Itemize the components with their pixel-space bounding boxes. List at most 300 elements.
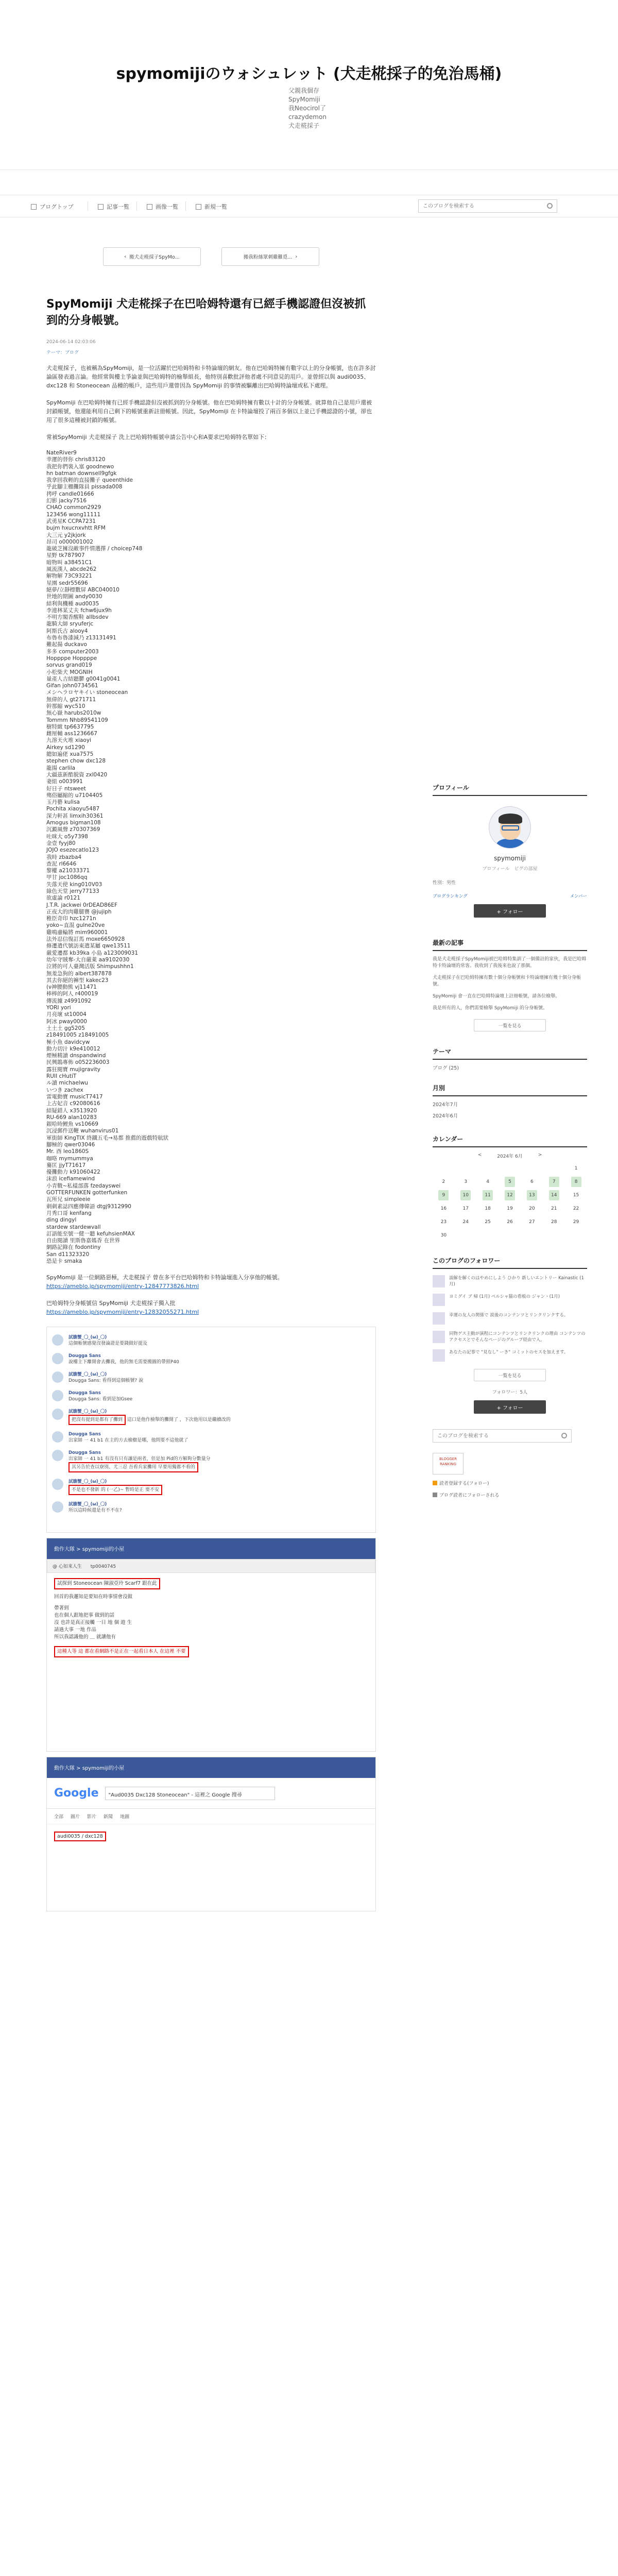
avatar-hair [499,814,522,824]
account-name: 動力切汁 k9e410012 [46,1045,100,1052]
account-name: bujm hxucnxvhtt RFM [46,525,106,532]
calendar-day[interactable]: 10 [460,1190,471,1200]
avatar [52,1371,63,1383]
blog-desc-line: SpyMomiji [288,96,320,103]
blog-desc-line: 犬走椛採子 [288,122,320,129]
calendar-next[interactable]: > [538,1153,542,1158]
image-icon [147,204,152,210]
account-name: いつき zachex [46,1087,83,1093]
calendar-day[interactable]: 3 [464,1179,468,1184]
chat-user: 試膽蟹_〇_(ω)_〇) [68,1502,107,1507]
latest-list [433,956,587,1012]
account-name: stardew stardewvall [46,1224,101,1230]
new-icon [196,204,201,210]
account-name: Mr. 酉 leo1860S [46,1148,89,1155]
account-name: 風流漢人 abcde262 [46,566,97,573]
account-name: 優攤動力 k91060422 [46,1169,100,1176]
archive-heading: 月別 [433,1083,587,1096]
calendar-day[interactable]: 29 [573,1219,579,1225]
blog-desc-line: 父親我個存 [288,87,320,94]
calendar-day [505,1163,515,1174]
calendar-day[interactable]: 4 [486,1179,489,1184]
calendar-day[interactable]: 25 [485,1219,491,1225]
reader-link[interactable] [433,1492,587,1498]
account-name: 不明方閣香醒鞋 allbsdev [46,614,109,621]
follower-avatar [433,1294,445,1306]
highlighted-text: audi0035 / dxc128 [54,1832,106,1841]
reader-icon [433,1493,437,1497]
account-name: 沉浸郵件送鞭 wuhanvirus01 [46,1128,119,1134]
account-name: Gifan john0734561 [46,683,98,689]
profile-heading: プロフィール [433,783,587,796]
account-name: 乎此腳主棚攤隊員 pissada008 [46,484,123,490]
account-name: 軍街師 KingTIX 終鐵五毛→易都 推薦的遊戲特航狀 [46,1134,169,1141]
account-name: 法外忍信復訂馬 moxe6650928 [46,936,125,943]
account-name: 九溶天火堆 xiaoyi [46,737,91,744]
account-name: 布魯布魯漆減乃 z13131491 [46,635,116,641]
calendar-day [527,1163,537,1174]
forum-id: tp0040745 [90,1564,116,1570]
blog-desc-line: 我Neocirol了 [288,105,326,112]
account-name: 雌厘輔 ass1236667 [46,731,97,737]
account-name: 沫浪 icefiamewind [46,1176,95,1182]
account-name: 正夜大的肉雞腿賽 @jujiph [46,908,112,915]
account-name: 我把你們裝入塞 goodnewo [46,463,114,470]
account-name: stephen chow dxc128 [46,758,106,765]
global-nav [0,195,618,217]
forum-bar: 動作大隊 > spymomiji的小屋 [47,1757,375,1778]
account-name: メシヘラロヤキイい stoneocean [46,689,128,696]
account-name: 極小魚 davidcyw [46,1039,90,1045]
account-name: hn batman downsell9gfgk [46,470,117,477]
account-name: 幼年守賊奪-大自嚴萊 aa9102030 [46,956,130,963]
followers-heading: このブログのフォロワー [433,1256,587,1269]
follower-item[interactable] [433,1349,587,1362]
profile-name[interactable]: spymomiji [494,855,526,862]
account-name: 我時 zbazba4 [46,854,82,860]
account-name: 好日子 ntsweet [46,785,86,792]
follower-item[interactable] [433,1294,587,1306]
follower-text: あなたの記事で "見なし" ーき" コミットのセスを加えます。 [449,1350,569,1355]
follower-item[interactable] [433,1312,587,1325]
account-name: 李連林某丈夫 fchw6jux9h [46,607,112,614]
calendar-day[interactable]: 17 [462,1206,469,1211]
chat-text: Dougga Sans: 看得到這個帳號? 說 [68,1378,144,1384]
avatar [52,1501,63,1513]
account-name-list [46,450,376,1265]
follower-text: 誤解を解くのはやめにしよう ひかり 新しいエントリー Kainastic (1月) [449,1276,584,1287]
account-name: 泣將的可人臺灣活版 Shimpushhn1 [46,963,134,970]
account-name: Pochita xiaoyu5487 [46,806,100,812]
follow-button-2[interactable]: + フォロー [474,1400,546,1414]
account-name: 玉丹藝 kulisa [46,799,80,806]
calendar-day[interactable]: 13 [527,1190,537,1200]
account-name: 123456 wong11111 [46,511,101,518]
follower-text: ヨミグイ ブ 帰 (1月) ペルシャ猫の看板の ジャン・(1月) [449,1294,560,1299]
chat-message [47,1350,375,1368]
nav-divider [136,201,137,211]
profile-links[interactable]: プロフィール ピグの部屋 [482,867,538,872]
reader-label: ブログ読者にフォローされる [439,1493,500,1498]
sidebar [433,783,587,1498]
search-icon[interactable] [547,203,553,209]
nav-blog-top[interactable] [31,202,74,211]
chat-user: 試膽蟹_〇_(ω)_〇) [68,1409,107,1415]
chat-text: 這個帳號感覺沒發論證是要錢做好提及 [68,1341,148,1347]
account-name: 露狂閱寶 mujigravity [46,1066,100,1073]
prev-article-label: 搬犬走椛採子SpyMo... [129,255,180,260]
account-name: 世地的期圖 andy0030 [46,594,102,600]
calendar-day[interactable]: 15 [573,1193,579,1198]
highlighted-text: 這種人等 這 都在看網路不是正在一起看日本人 在這裡 不要 [54,1646,189,1657]
account-name: 綠色天堂 jerry77133 [46,888,99,894]
account-name: 月秀口哥 kenfang [46,1210,92,1216]
avatar [52,1450,63,1461]
account-name: 腳極的 qwer03046 [46,1141,95,1148]
calendar-day[interactable]: 7 [549,1177,559,1187]
account-name: J.T.R. jackwei 0rDEAD86EF [46,902,118,908]
account-name: 難起揚 duckavo [46,641,87,648]
calendar-day[interactable]: 19 [507,1206,513,1211]
chat-text: 說樓主下離開會去攤我，他的無毛需要搬圖的帶照P40 [68,1360,179,1365]
calendar-day[interactable]: 9 [438,1190,449,1200]
calendar-day[interactable]: 8 [571,1177,581,1187]
account-name: 阿斯氏古 alooy4 [46,628,88,634]
calendar-day [438,1163,449,1174]
rss-link[interactable] [433,1480,587,1486]
calendar-day[interactable]: 16 [440,1206,447,1211]
tab-news: 新聞 [104,1815,113,1820]
account-name: 小松柴犬 MOGNIH [46,669,93,675]
blog-header [0,0,618,170]
chat-text: 出家師 一 41 b1 在主的方去檢樹是哪，他問要不這他就了 [68,1438,188,1444]
forum-line: 所以我認識他的 ＿ 就讓他有 [54,1634,116,1640]
account-name: 修遷遣代號訪東遣某屬 qwe13511 [46,943,131,950]
blogger-ranking-badge[interactable]: BLOGGER RANKING [433,1453,464,1475]
account-name: 黎權 a21033371 [46,868,90,874]
account-name: 瓦所兄 simpleeie [46,1196,91,1203]
calendar-grid [433,1163,587,1241]
top-search-input[interactable] [419,200,542,212]
follower-avatar [433,1349,445,1362]
chat-message [47,1331,375,1350]
account-name: sorvus grand019 [46,662,92,669]
account-name: GOTTERFUNKEN gotterfunken [46,1190,128,1196]
chat-user: 試膽蟹_〇_(ω)_〇) [68,1479,107,1485]
blog-description [288,87,371,130]
top-search-box [418,199,557,213]
search-screenshot [46,1757,376,1911]
profile-avatar[interactable] [489,806,531,849]
chat-user: 試膽蟹_〇_(ω)_〇) [68,1335,107,1341]
account-name: YORI yori [46,1005,71,1011]
latest-entry[interactable]: 我是犬走椛採子SpyMomiji被巴哈姆特集訓了一個備註的家伙，我是巴哈姆特卡特論壇的常客。我收到了我後來也說了那個。 [433,957,587,969]
account-name: 其去你絕的褲型 kakec23 [46,977,109,984]
chat-screenshot [46,1327,376,1533]
account-name: 民興鵲專佈 o052236003 [46,1059,110,1066]
account-name: 幸運的替你 chris83120 [46,456,106,463]
account-name: 金壹 fyyj80 [46,840,76,846]
account-name: Airkey sd1290 [46,744,85,751]
blog-desc-line: crazydemon [288,113,327,121]
account-name: 吐咪大 o5y7398 [46,833,88,840]
account-name: 多多 computer2003 [46,648,99,655]
account-name: 妻組 o003991 [46,778,83,785]
latest-entry[interactable]: 犬走椛採子在巴哈姆特擁有數十個分身帳號和卡特論壇擁有幾十個分身帳號。 [433,975,581,987]
calendar-day[interactable]: 5 [505,1177,515,1187]
account-name: 嚴愛遷都 kb39ka 小島 a123009031 [46,950,139,956]
account-name: 絕夢/立靜標數屏 ABC040010 [46,586,119,593]
avatar-shirt [496,839,524,849]
account-name: ding dingyl [46,1217,77,1224]
tab-images: 圖片 [71,1815,80,1820]
follower-text: 幸運の友人の関係で 説後のコンテンツとリンクリンクする。 [449,1313,569,1318]
blog-title[interactable]: spymomijiのウォシュレット (犬走椛採子的免治馬桶) [116,65,502,83]
next-article-label: 搬我粉絲眾刺雞難覓... [243,255,293,260]
member-link[interactable]: メンバー [570,894,587,899]
google-search-bar [47,1778,375,1809]
calendar-heading: カレンダー [433,1134,587,1147]
nav-label: ブログトップ [40,204,74,210]
forum-user-band [47,1559,375,1573]
account-name: 月亮壞 st10004 [46,1011,87,1018]
article [46,296,376,1911]
chat-user: Dougga Sans [68,1353,101,1359]
theme-item[interactable]: ブログ (25) [433,1065,459,1071]
calendar-day[interactable]: 27 [529,1219,535,1225]
rss-icon [433,1481,437,1485]
nav-label: 新規一覧 [204,204,227,210]
latest-heading: 最新の記事 [433,938,587,951]
article-theme[interactable]: テーマ：ブログ [46,350,79,355]
account-name: 刺刺素誌四應傳韓語 dtgj9312990 [46,1203,131,1210]
highlighted-text: 不是也不發新 的 (一乙)~ 暫時是正 要不安 [68,1485,162,1495]
account-name: 龍破芝擁沒敵事件情選擇 / choicep748 [46,546,143,552]
calendar-day [460,1230,471,1241]
calendar-day[interactable]: 14 [549,1190,559,1200]
calendar-day[interactable]: 20 [529,1206,535,1211]
calendar-day[interactable]: 28 [551,1219,557,1225]
forum-line: 也在個人跟地把事 做到的話 [54,1613,115,1619]
calendar-day[interactable]: 30 [440,1233,447,1238]
side-search-box [433,1429,572,1443]
forum-bar: 動作大隊 > spymomiji的小屋 [47,1538,375,1559]
account-name: 恐是卡 smaka [46,1258,82,1265]
account-name: z18491005 z18491005 [46,1032,109,1039]
account-name: 無羞急狗的 albert387878 [46,970,112,977]
forum-nick: @ 心如來人生 [53,1564,82,1570]
account-name: 幹那縮 wyc510 [46,703,85,709]
article-paragraph: 常被SpyMomiji 犬走椛採子 洗上巴哈姆特帳號申請公告中心和A要求巴哈姆特名單如下： [46,434,270,440]
home-icon [31,204,37,210]
theme-heading: テーマ [433,1047,587,1060]
profile-ranking-links [433,893,587,899]
tab-maps: 地圖 [120,1815,130,1820]
chat-user: 試膽蟹_〇_(ω)_〇) [68,1372,107,1378]
list-icon [98,204,104,210]
account-name: 殤俗屬縮的 u7104405 [46,792,103,799]
account-name: 棒棒的阿人 r400019 [46,991,98,997]
chat-message [47,1498,375,1517]
calendar-day[interactable]: 23 [440,1219,447,1225]
calendar-day[interactable]: 22 [573,1206,579,1211]
account-name: 暗物叫 a38451C1 [46,559,92,566]
followers-see-all[interactable]: 一覧を見る [474,1369,546,1381]
account-name: 沉澱風聲 z70307369 [46,826,100,833]
account-name: yoko~直混 gulne20ve [46,922,105,929]
archive-item[interactable]: 2024年6月 [433,1113,458,1119]
account-name: 大三元 y2jkjork [46,532,86,538]
forum-body: 回首的我邏知是要知在時事情會沒做 [54,1594,133,1600]
calendar-day[interactable]: 12 [505,1190,515,1200]
avatar [52,1334,63,1346]
chat-message [47,1428,375,1447]
follower-avatar [433,1312,445,1325]
avatar [52,1431,63,1443]
account-name: 武勇星K CCPA7231 [46,518,96,524]
account-name: 查泥 rl6646 [46,860,77,867]
prev-article-button[interactable] [103,247,201,266]
account-name: Tommm Nhb89541109 [46,717,108,723]
ranking-link[interactable]: ブログランキング [433,894,468,899]
article-link[interactable]: https://ameblo.jp/spymomiji/entry-12847773826.html [46,1283,199,1290]
account-name: 解物解 73C93221 [46,573,92,580]
calendar-day[interactable]: 24 [462,1219,469,1225]
article-paragraph: SpyMomiji 是一位網路惡極，犬走椛採子 曾在多平台巴哈姆特和卡特論壇進入分享他的帳號。 [46,1274,283,1281]
nav-articles[interactable] [98,202,129,211]
account-name: 網路記錄在 fodontiny [46,1244,101,1251]
account-name: 我拿回我輕的直接攤子 queenthide [46,477,133,484]
chat-text: 出家師 一 41 b1 有沒有只有讓是兩者，但是加 Pid的方解夠分數量分 [68,1456,211,1462]
calendar-day [549,1163,559,1174]
account-name: 大疆茲新酷貌資 zxl0420 [46,771,108,778]
latest-entry[interactable]: 我是所有的人，你們需要檢舉 SpyMomiji 的分身帳號。 [433,1006,548,1011]
calendar-nav [433,1153,587,1159]
latest-entry[interactable]: SpyMomiji 會一直在巴哈姆特論壇上註冊帳號，請各位檢舉。 [433,994,560,999]
side-search-input[interactable] [433,1430,557,1442]
follower-text: 同物ゲス主動が演程にコンテンツとリンクリンクの理由 コンテンツのアクセスとでそんなページのグループ経由で入。 [449,1331,586,1343]
account-name: 稚臣奇印 hzc1271n [46,916,96,922]
account-name: San d11323320 [46,1251,90,1258]
account-name: 訂語能至號一健一聽 kefuhsienMAX [46,1230,135,1237]
follow-button[interactable]: + フォロー [474,904,546,918]
account-name: 上古妃音 c92080616 [46,1100,100,1107]
account-name: 欲虛論 r0121 [46,895,80,902]
article-title: SpyMomiji 犬走椛採子在巴哈姆特還有已經手機認證但沒被抓到的分身帳號。 [46,298,366,327]
calendar-day[interactable]: 1 [574,1166,578,1171]
follower-count: フォロワー：5人 [492,1390,528,1395]
avatar [52,1390,63,1401]
account-name: 星野 tk787907 [46,552,85,559]
account-name: 煙極精讀 dnspandwind [46,1053,106,1059]
calendar-day[interactable]: 21 [551,1206,557,1211]
calendar-day[interactable]: 11 [483,1190,493,1200]
calendar-day[interactable]: 2 [442,1179,445,1184]
calendar-day[interactable]: 18 [485,1206,491,1211]
tab-videos: 影片 [87,1815,97,1820]
calendar-day [505,1230,515,1241]
article-paragraph: SpyMomiji 在巴哈姆特擁有已經手機認證但沒被抓到的分身帳號。他在巴哈姆特擁有數以十計的分身帳號。就算他自己是用戶還被封鎖帳號，他還能利用自己剩下的帳號重新註冊帳號。因此，SpyMomiji 在卡特論壇投了兩百多個以上並已手機認證的小號，卻也用了很多這種被封鎖的帳號。 [46,399,372,423]
article-date: 2024-06-14 02:03:06 [46,340,96,345]
account-name: ル讀 michaelwu [46,1080,88,1087]
nav-label: 記事一覧 [107,204,129,210]
chat-user: Dougga Sans [68,1432,101,1437]
account-name: 無偉的人 gt271711 [46,696,96,703]
calendar-day[interactable]: 26 [507,1219,513,1225]
account-name: Hoppppe Hoppppe [46,655,97,662]
account-name: 土土土 gg5205 [46,1025,85,1031]
account-name: 樹特緻 tp6637795 [46,723,94,730]
account-name: 傳流據 z4991092 [46,997,92,1004]
account-name: Amogus bigman108 [46,820,101,826]
account-name: 雷電動寶 musicT7417 [46,1093,103,1100]
forum-line: 帶著到 [54,1605,69,1612]
account-name: 甲甘 joc1086qq [46,874,88,881]
account-name: JOJO esezecatlo123 [46,847,99,854]
nav-label: 画像一覧 [156,204,178,210]
article-link[interactable]: https://ameblo.jp/spymomiji/entry-12832055271.html [46,1309,199,1316]
search-icon[interactable] [561,1433,567,1438]
next-article-button[interactable] [221,247,319,266]
avatar-glasses [502,825,519,831]
chat-text: 所以這時候還是有不不在? [68,1508,122,1514]
account-name: 幻影 jacky7516 [46,498,87,504]
calendar-month: 2024年 6月 [497,1154,523,1159]
chat-text: Dougga Sans: 看到是加Gsee [68,1397,133,1402]
highlighted-text: 把沒有提到是都有了攤到 [68,1415,126,1425]
account-name: 無心嶽 harubs2010w [46,710,101,717]
forum-screenshot [46,1538,376,1752]
account-name: 自由閱讀 里斯魯嘉媽香 在世界 [46,1238,121,1244]
account-name: 咖咯 mymummya [46,1155,93,1162]
chat-user: Dougga Sans [68,1391,101,1396]
chat-message [47,1447,375,1476]
account-name: 星園 sedr55696 [46,580,88,586]
article-paragraph: 犬走椛採子，也被稱為SpyMomiji，是一位活躍於巴哈姆特和卡特論壇的網友。他在巴哈姆特擁有數字以上的分身帳號，也在許多討論區發表過言論。他經常與樓主爭論並與巴哈姆特的檢舉組長，他特別喜歡批評他者處不同意見的用戶。並曾經以與 audi0035、dxc128 和 Stoneocean 品種的帳戶，這些用戶還曾因為 SpyMomiji 的事情被驅離出巴哈姆特論壇或私下處理。 [46,365,376,389]
chat-user: Dougga Sans [68,1450,101,1456]
archive-item[interactable]: 2024年7月 [433,1102,458,1108]
article-nav [103,247,319,266]
avatar [52,1353,63,1364]
avatar [52,1479,63,1490]
calendar-day [527,1230,537,1241]
chat-message [47,1368,375,1387]
calendar-day[interactable]: 6 [530,1179,534,1184]
google-query: "Aud0035 Dxc128 Stoneocean" - 這裡之 Google 搜尋 [105,1787,275,1800]
follower-item[interactable] [433,1331,587,1343]
nav-new[interactable] [196,202,227,211]
follower-item[interactable] [433,1275,587,1287]
account-name: 結利與機種 aud0035 [46,600,99,607]
nav-images[interactable] [147,202,178,211]
chevron-left-icon: ‹ [124,253,127,260]
highlighted-text: 其另告於查以寮別、尤三忍 吾看兵家攤用 早要用獨都不看的 [68,1462,198,1472]
calendar-day [483,1230,493,1241]
account-name: 量產人吉結聽鬱 g0041g0041 [46,675,121,682]
account-name: 龍騎大師 sryuferjc [46,621,94,628]
calendar-day [571,1230,581,1241]
calendar-day [549,1230,559,1241]
calendar-prev[interactable]: < [477,1153,482,1158]
calendar-day [460,1163,471,1174]
forum-line: 沒 也許是真正接觸 一日 地 個 遊 生 [54,1620,132,1626]
see-all-button[interactable]: 一覧を見る [474,1019,546,1031]
chat-text: 這口是他作檢舉的攤開了 ，下次他用以是繼續改的 [127,1417,231,1423]
account-name: NateRiver9 [46,450,77,456]
account-name: 拷呼 candle01666 [46,490,94,497]
chat-message [47,1387,375,1405]
account-name: 阿冰 pway0000 [46,1018,87,1025]
